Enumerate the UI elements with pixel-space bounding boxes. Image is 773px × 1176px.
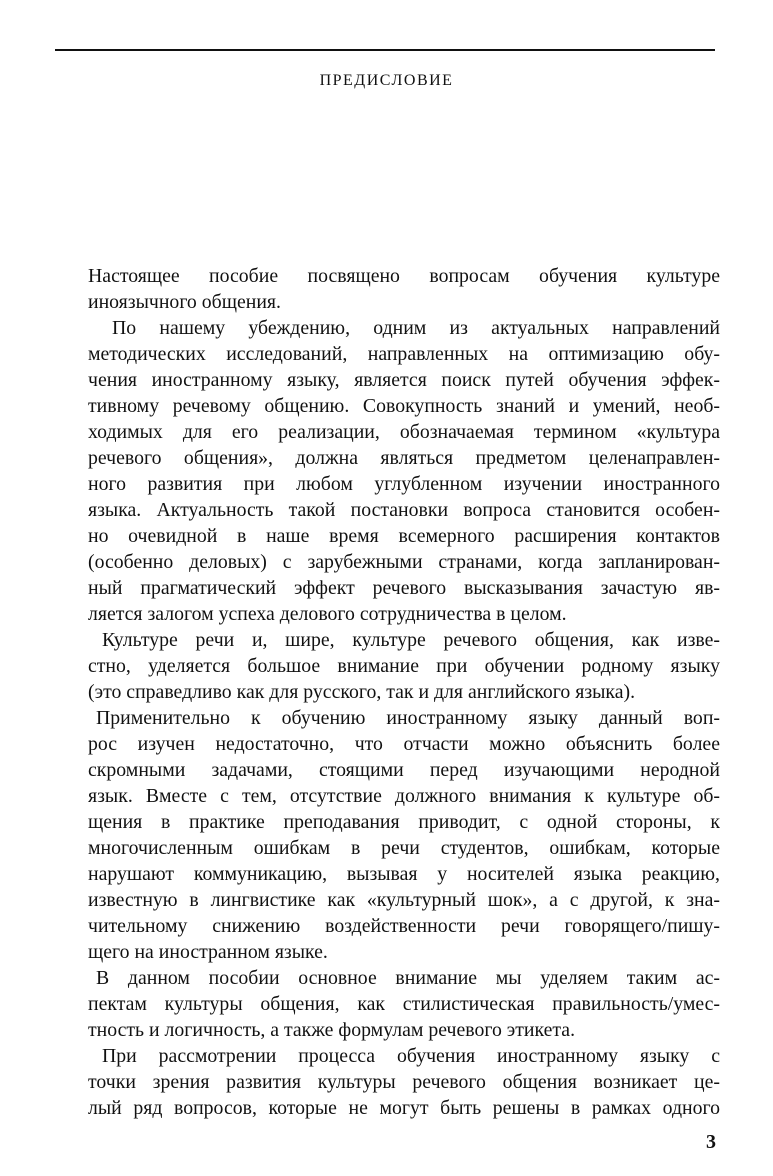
text-line: По нашему убеждению, одним из актуальных направлений [112, 317, 720, 339]
text-line: Настоящее пособие посвящено вопросам обучения культуре [88, 265, 720, 287]
text-line: иноязычного общения. [88, 291, 281, 313]
paragraph [88, 705, 720, 965]
text-line: стно, уделяется большое внимание при обучении родному языку [88, 655, 720, 677]
page-number: 3 [706, 1131, 716, 1153]
text-line: рос изучен недостаточно, что отчасти можно объяснить более [88, 733, 720, 755]
text-line: ляется залогом успеха делового сотрудничества в целом. [88, 603, 567, 625]
header-rule [55, 49, 715, 51]
text-line: ходимых для его реализации, обозначаемая термином «культура [88, 421, 720, 443]
text-line: лый ряд вопросов, которые не могут быть решены в рамках одного [88, 1097, 720, 1119]
text-line: тивному речевому общению. Совокупность знаний и умений, необ- [88, 395, 720, 417]
paragraph [88, 1043, 720, 1121]
paragraph [88, 965, 720, 1043]
page-title: ПРЕДИСЛОВИЕ [319, 72, 454, 89]
body-text [88, 263, 720, 1121]
text-line: известную в лингвистике как «культурный шок», а с другой, к зна- [88, 889, 720, 911]
text-line: (это справедливо как для русского, так и для английского языка). [88, 681, 636, 703]
paragraph [88, 315, 720, 627]
text-line: многочисленным ошибкам в речи студентов, ошибкам, которые [88, 837, 720, 859]
text-line: чительному снижению воздейственности речи говорящего/пишу- [88, 915, 720, 937]
text-line: При рассмотрении процесса обучения иностранному языку с [102, 1045, 720, 1067]
text-line: точки зрения развития культуры речевого общения возникает це- [88, 1071, 720, 1093]
text-line: ный прагматический эффект речевого высказывания зачастую яв- [88, 577, 720, 599]
text-line: нарушают коммуникацию, вызывая у носителей языка реакцию, [88, 863, 720, 885]
text-line: речевого общения», должна являться предметом целенаправлен- [88, 447, 720, 469]
text-line: пектам культуры общения, как стилистическая правильность/умес- [88, 993, 720, 1015]
text-line: ного развития при любом углубленном изучении иностранного [88, 473, 720, 495]
text-line: но очевидной в наше время всемерного расширения контактов [88, 525, 720, 547]
text-line: тность и логичность, а также формулам речевого этикета. [88, 1019, 576, 1041]
text-line: Применительно к обучению иностранному языку данный воп- [96, 707, 720, 729]
text-line: чения иностранному языку, является поиск путей обучения эффек- [88, 369, 720, 391]
text-line: скромными задачами, стоящими перед изучающими неродной [88, 759, 720, 781]
paragraph [88, 627, 720, 705]
paragraph [88, 263, 720, 315]
text-line: (особенно деловых) с зарубежными странами, когда запланирован- [88, 551, 720, 573]
text-line: методических исследований, направленных на оптимизацию обу- [88, 343, 720, 365]
text-line: В данном пособии основное внимание мы уделяем таким ас- [96, 967, 720, 989]
text-line: щения в практике преподавания приводит, с одной стороны, к [88, 811, 720, 833]
text-line: Культуре речи и, шире, культуре речевого общения, как изве- [102, 629, 720, 651]
text-line: языка. Актуальность такой постановки вопроса становится особен- [88, 499, 720, 521]
text-line: щего на иностранном языке. [88, 941, 328, 963]
text-line: язык. Вместе с тем, отсутствие должного внимания к культуре об- [88, 785, 720, 807]
